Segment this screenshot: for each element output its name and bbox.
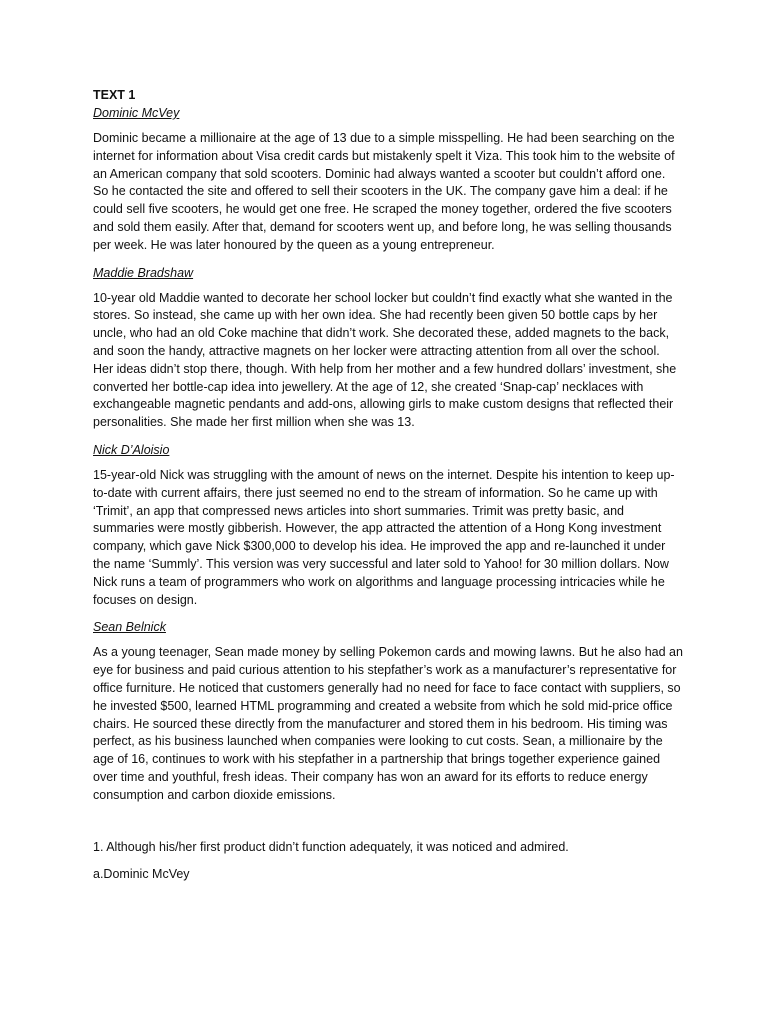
section-nick-daloisio <box>93 441 683 609</box>
question-1: 1. Although his/her first product didn’t function adequately, it was noticed and admired. <box>93 839 569 854</box>
section-heading: Nick D’Aloisio <box>93 442 170 457</box>
document-page <box>93 86 683 883</box>
section-heading: Sean Belnick <box>93 620 166 635</box>
section-paragraph: As a young teenager, Sean made money by selling Pokemon cards and mowing lawns. But he also had an eye for business and paid curious attention to his stepfather’s work as a manufacturer’s representative for office furniture. He noticed that customers generally had no need for face to face contact with suppliers, so he invested $500, learned HTML programming and created a website from which he sold mid-price office chairs. He sourced these directly from the manufacturer and stored them in his bedroom. His timing was perfect, as his business launched when companies were looking to cut costs. Sean, a millionaire by the age of 16, continues to work with his stepfather in a partnership that brings together experience gained over time and youthful, fresh ideas. Their company has won an award for its efforts to reduce energy consumption and carbon dioxide emissions. <box>93 645 683 802</box>
section-heading: Dominic McVey <box>93 106 180 120</box>
section-paragraph: 10-year old Maddie wanted to decorate her school locker but couldn’t find exactly what she wanted in the stores. So instead, she came up with her own idea. She had recently been given 50 bottle caps by her uncle, who had an old Coke machine that didn’t work. She decorated these, added magnets to the back, and soon the handy, attractive magnets on her locker were attracting attention from all over the school. Her ideas didn’t stop there, though. With help from her mother and a few hundred dollars’ investment, she converted her bottle-cap idea into jewellery. At the age of 12, she created ‘Snap-cap’ necklaces with exchangeable magnetic pendants and add-ons, allowing girls to make custom designs that reflected their personalities. She made her first million when she was 13. <box>93 290 677 430</box>
section-sean-belnick <box>93 618 683 804</box>
section-dominic-mcvey <box>93 104 683 255</box>
document-title: TEXT 1 <box>93 88 136 102</box>
answer-option-a: a.Dominic McVey <box>93 866 190 881</box>
section-maddie-bradshaw <box>93 264 683 432</box>
section-paragraph: Dominic became a millionaire at the age of 13 due to a simple misspelling. He had been searching on the internet for information about Visa credit cards but mistakenly spelt it Viza. This took him to the website of an American company that sold scooters. Dominic had always wanted a scooter but couldn’t afford one. So he contacted the site and offered to sell their scooters in the UK. The company gave him a deal: if he could sell five scooters, he would get one free. He scraped the money together, ordered the five scooters and sold them easily. After that, demand for scooters went up, and before long, he was selling thousands per week. He was later honoured by the queen as a young entrepreneur. <box>93 131 675 252</box>
section-heading: Maddie Bradshaw <box>93 265 194 280</box>
section-paragraph: 15-year-old Nick was struggling with the amount of news on the internet. Despite his intention to keep up-to-date with current affairs, there just seemed no end to the stream of information. So he came up with ‘Trimit’, an app that compressed news articles into short summaries. Trimit was pretty basic, and summaries were mostly gibberish. However, the app attracted the attention of a Hong Kong investment company, which gave Nick $300,000 to develop his idea. He improved the app and re-launched it under the name ‘Summly’. This version was very successful and later sold to Yahoo! for 30 million dollars. Now Nick runs a team of programmers who work on algorithms and language processing intricacies while he focuses on design. <box>93 467 675 607</box>
